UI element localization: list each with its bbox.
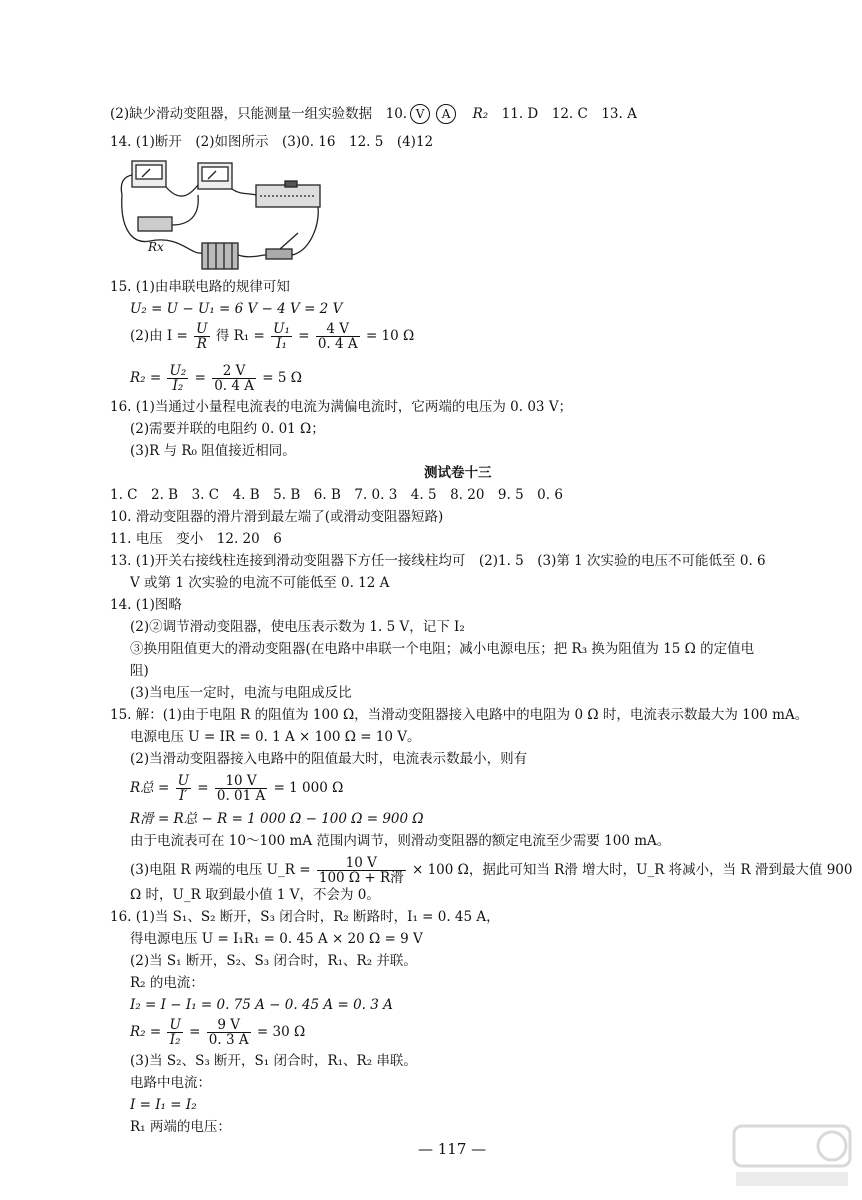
fraction: $\frac{U}{R}$ — [196, 321, 208, 352]
answer-line: 16. (1)当 S₁、S₂ 断开，S₃ 闭合时，R₂ 断路时，I₁ = 0. 45 A， — [110, 909, 500, 925]
answer-line: (3)R 与 R₀ 阻值接近相同。 — [130, 443, 296, 459]
answer-line: (3)当 S₂、S₃ 断开，S₁ 闭合时，R₁、R₂ 串联。 — [130, 1053, 417, 1069]
section-title: 测试卷十三 — [424, 465, 492, 481]
fraction: $\frac{\text{U₁}}{\text{I₁}}$ — [273, 321, 290, 352]
fraction: $\frac{9 V}{0. 3 A}$ — [208, 1017, 249, 1048]
answer-line: 16. (1)当通过小量程电流表的电流为满偏电流时，它两端的电压为 0. 03 V； — [110, 399, 573, 415]
ammeter-symbol: A — [436, 104, 456, 124]
answer-line: 14. (1)图略 — [110, 597, 182, 613]
fraction: $\frac{U}{I'}$ — [177, 773, 189, 804]
answer-line: (2)需要并联的电阻约 0. 01 Ω； — [130, 421, 325, 437]
answer-line: 15. 解：(1)由于电阻 R 的阻值为 100 Ω，当滑动变阻器接入电路中的电阻为 0 Ω 时，电流表示数最大为 100 mA。 — [110, 707, 809, 723]
answer-line: 15. (1)由串联电路的规律可知 — [110, 279, 290, 295]
equation-line: R₂ = $\frac{\text{U₂}}{\text{I₂}}$ = $\frac{2 V}{0. 4 A}$ = 5 Ω — [130, 363, 302, 394]
equation-line: (3)电阻 R 两端的电压 U_R = $\frac{10 V}{\text{100 Ω + R滑}}$ × 100 Ω，据此可知当 R滑 增大时，U_R 将减小，当 R 滑到最大值 900 — [130, 855, 853, 886]
answer-line: 由于电流表可在 10～100 mA 范围内调节，则滑动变阻器的额定电流至少需要 100 mA。 — [130, 833, 671, 849]
answer-line: V 或第 1 次实验的电流不可能低至 0. 12 A — [130, 575, 390, 591]
circuit-diagram — [120, 155, 330, 273]
answer-line: 电源电压 U = IR = 0. 1 A × 100 Ω = 10 V。 — [130, 729, 421, 745]
answer-line: 得电源电压 U = I₁R₁ = 0. 45 A × 20 Ω = 9 V — [130, 931, 423, 947]
equation-line: (2)由 I = $\frac{U}{R}$ 得 R₁ = $\frac{\text{U₁}}{\text{I₁}}$ = $\frac{4 V}{0. 4 A}$ = 10 Ω — [130, 321, 415, 352]
answer-line — [110, 104, 637, 124]
answer-line: Ω 时，U_R 取到最小值 1 V，不会为 0。 — [130, 887, 380, 903]
equation-line: R滑 = R总 − R = 1 000 Ω − 100 Ω = 900 Ω — [130, 811, 424, 827]
watermark-logo — [728, 1120, 856, 1192]
fraction: $\frac{4 V}{0. 4 A}$ — [317, 321, 358, 352]
answer-line: 10. 滑动变阻器的滑片滑到最左端了(或滑动变阻器短路) — [110, 509, 444, 525]
fraction: $\frac{10 V}{0. 01 A}$ — [216, 773, 266, 804]
fraction: $\frac{U}{\text{I₂}}$ — [169, 1017, 181, 1048]
rx-label: Rx — [148, 240, 164, 254]
equation-line: R₂ = $\frac{U}{\text{I₂}}$ = $\frac{9 V}{0. 3 A}$ = 30 Ω — [130, 1017, 306, 1048]
answer-line: (2)②调节滑动变阻器，使电压表示数为 1. 5 V，记下 I₂ — [130, 619, 465, 635]
answer-line: (2)当滑动变阻器接入电路中的阻值最大时，电流表示数最小，则有 — [130, 751, 528, 767]
answer-line: 11. 电压 变小 12. 20 6 — [110, 531, 282, 547]
answer-line: 14. (1)断开 (2)如图所示 (3)0. 16 12. 5 (4)12 — [110, 134, 434, 150]
equation-line: I = I₁ = I₂ — [130, 1097, 197, 1113]
answer-line: 1. C 2. B 3. C 4. B 5. B 6. B 7. 0. 3 4. 5 8. 20 9. 5 0. 6 — [110, 487, 563, 503]
answer-text: (2)缺少滑动变阻器，只能测量一组实验数据 10. — [110, 106, 408, 122]
fraction: $\frac{\text{U₂}}{\text{I₂}}$ — [169, 363, 187, 394]
page-number: — 117 — — [418, 1140, 487, 1158]
answer-line: R₁ 两端的电压： — [130, 1119, 231, 1135]
equation-line: R总 = $\frac{U}{I'}$ = $\frac{10 V}{0. 01 A}$ = 1 000 Ω — [130, 773, 344, 804]
answer-line: (2)当 S₁ 断开，S₂、S₃ 闭合时，R₁、R₂ 并联。 — [130, 953, 417, 969]
answer-line: (3)当电压一定时，电流与电阻成反比 — [130, 685, 352, 701]
fraction: $\frac{10 V}{\text{100 Ω + R滑}}$ — [318, 855, 404, 886]
answer-text: 11. D 12. C 13. A — [488, 106, 637, 122]
fraction: $\frac{2 V}{0. 4 A}$ — [214, 363, 254, 394]
resistor-label: R₂ — [472, 106, 489, 122]
voltmeter-symbol: V — [410, 104, 430, 124]
answer-line: ③换用阻值更大的滑动变阻器(在电路中串联一个电阻；减小电源电压；把 R₃ 换为阻值为 15 Ω 的定值电 — [130, 641, 755, 657]
answer-line: 13. (1)开关右接线柱连接到滑动变阻器下方任一接线柱均可 (2)1. 5 (3)第 1 次实验的电压不可能低至 0. 6 — [110, 553, 766, 569]
answer-line: R₂ 的电流： — [130, 975, 204, 991]
equation-line: I₂ = I − I₁ = 0. 75 A − 0. 45 A = 0. 3 A — [130, 997, 393, 1013]
answer-line: 电路中电流： — [130, 1075, 211, 1091]
equation-line: U₂ = U − U₁ = 6 V − 4 V = 2 V — [130, 301, 343, 317]
answer-line: 阻) — [130, 663, 149, 679]
